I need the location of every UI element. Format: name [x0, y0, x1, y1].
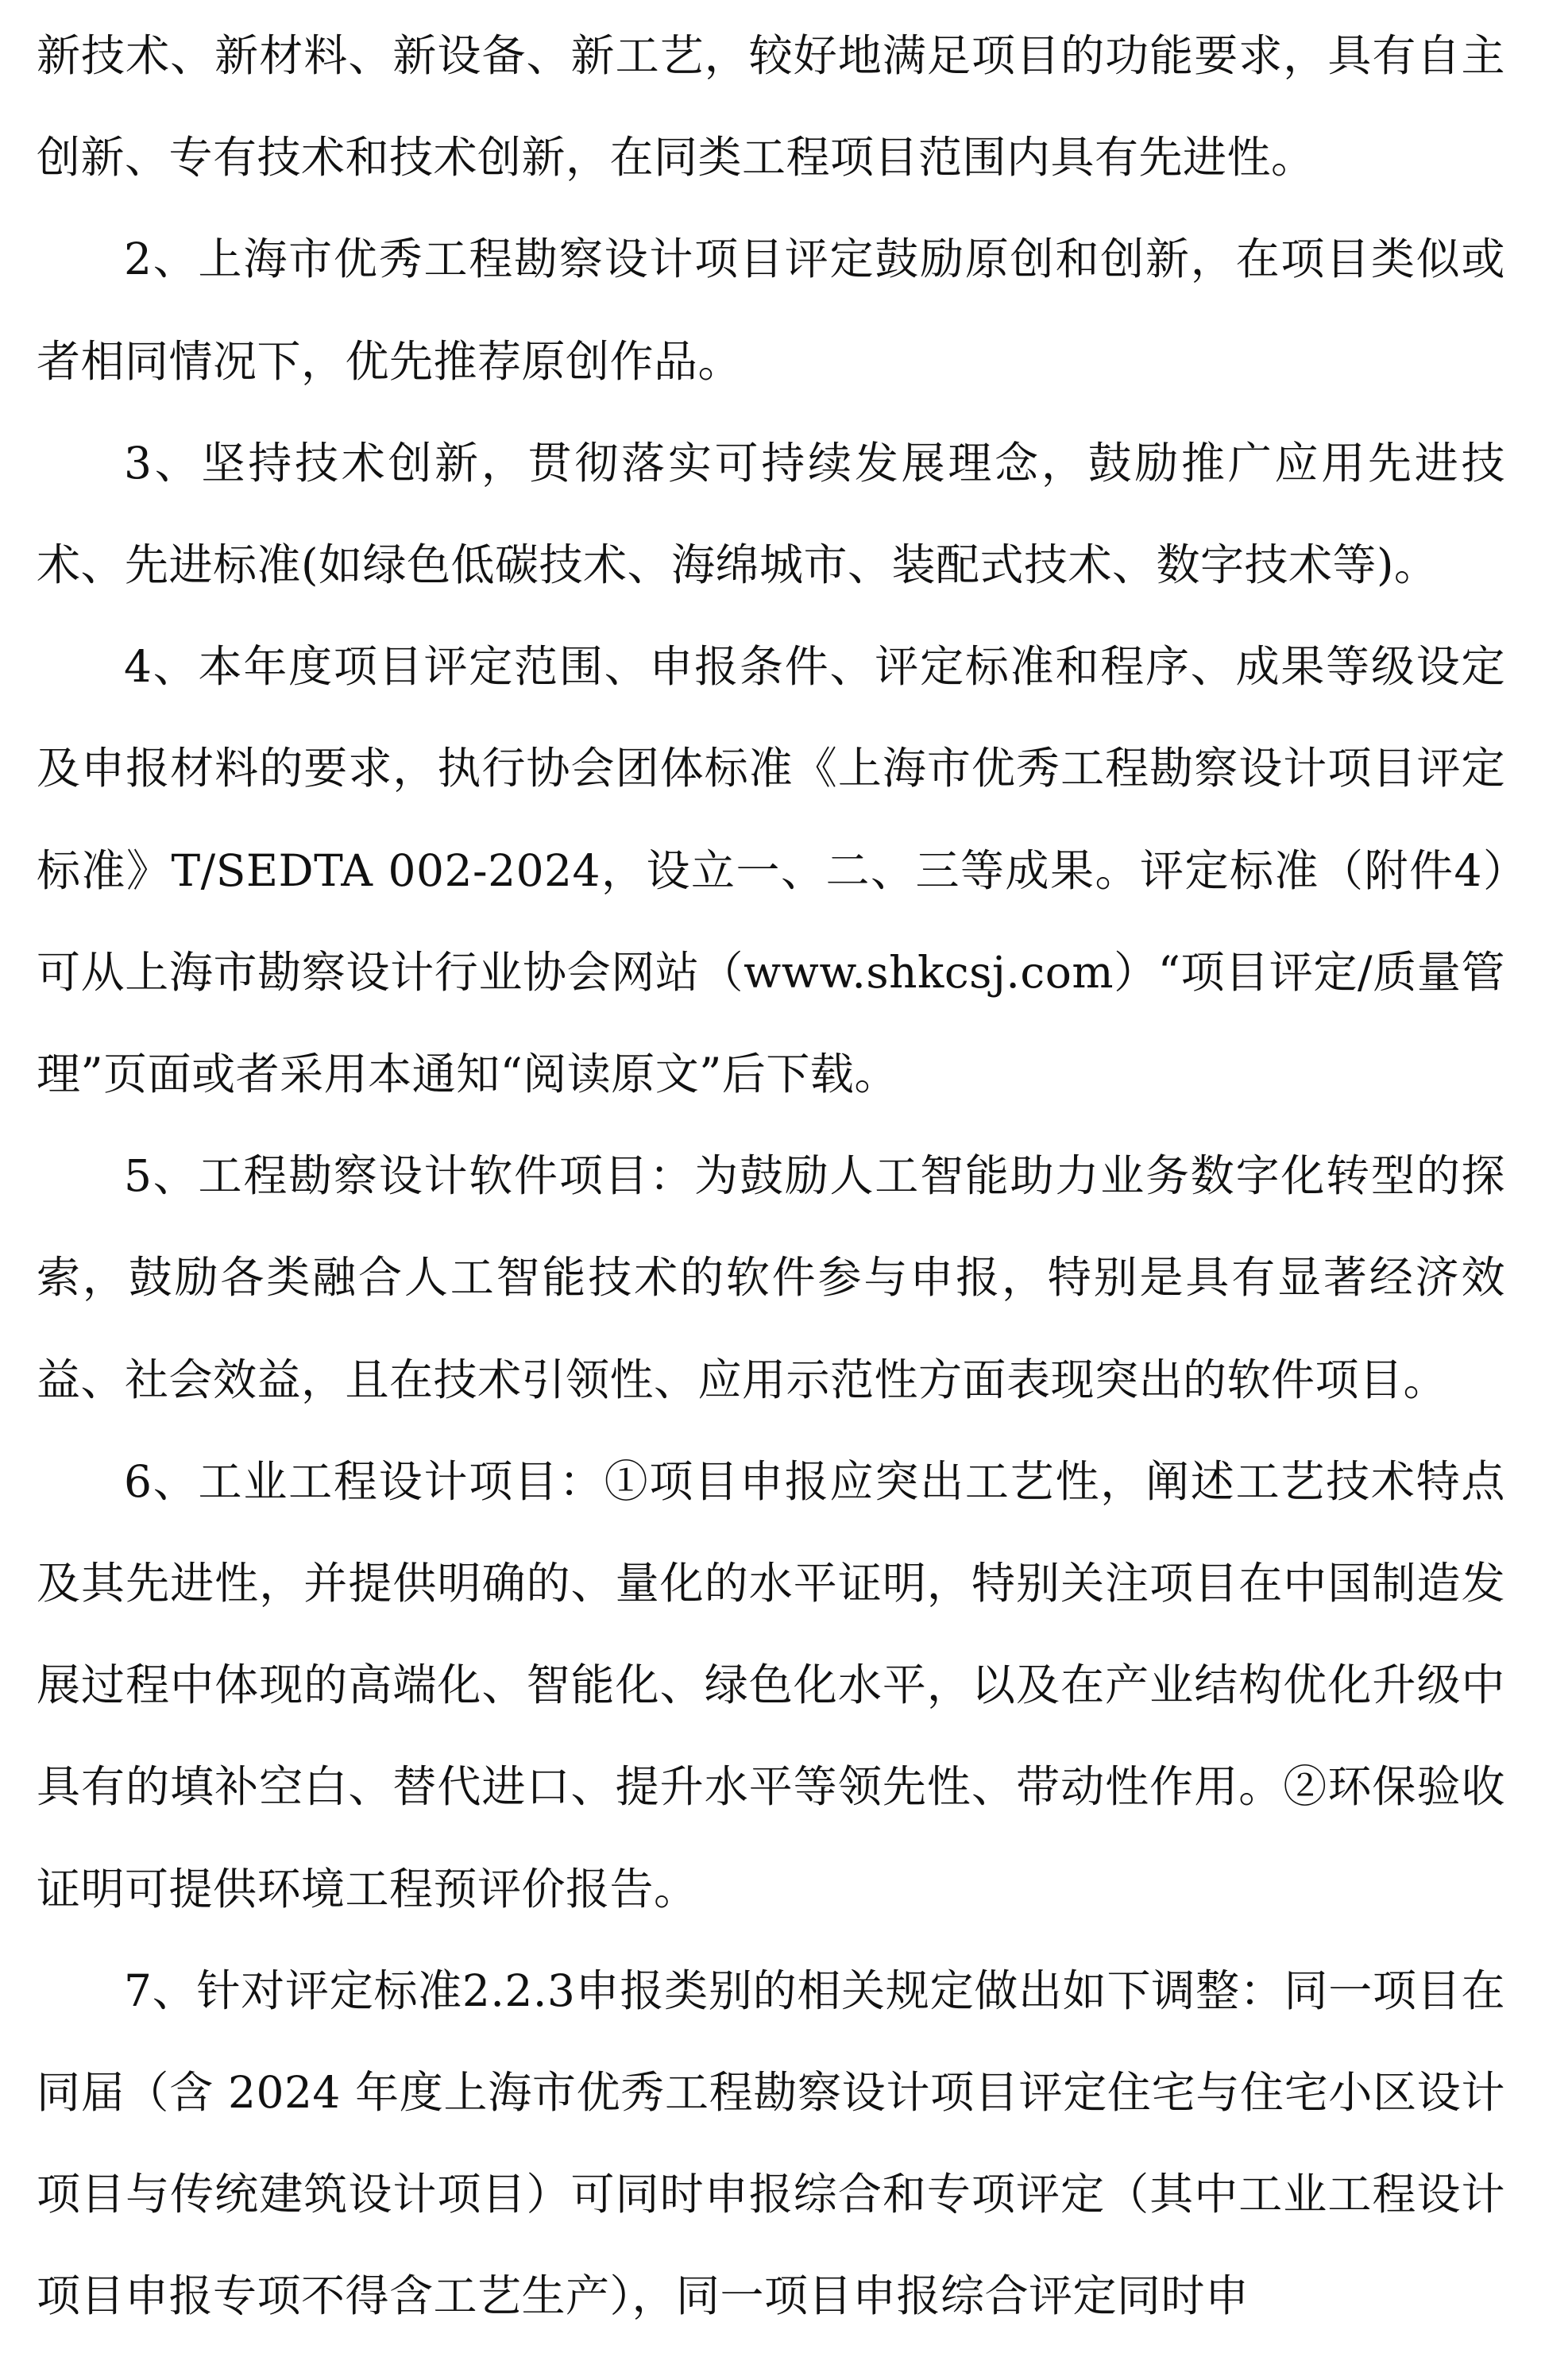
paragraph-item-2: 2、上海市优秀工程勘察设计项目评定鼓励原创和创新，在项目类似或者相同情况下，优先推荐原创作品。 [37, 234, 1505, 387]
paragraph-intro-continuation: 新技术、新材料、新设备、新工艺，较好地满足项目的功能要求，具有自主创新、专有技术和技术创新，在同类工程项目范围内具有先进性。 [37, 30, 1505, 184]
paragraph-item-5: 5、工程勘察设计软件项目：为鼓励人工智能助力业务数字化转型的探索，鼓励各类融合人工智能技术的软件参与申报，特别是具有显著经济效益、社会效益，且在技术引领性、应用示范性方面表现突出的软件项目。 [37, 1150, 1505, 1405]
paragraph-item-3: 3、坚持技术创新，贯彻落实可持续发展理念，鼓励推广应用先进技术、先进标准(如绿色低碳技术、海绵城市、装配式技术、数字技术等)。 [37, 437, 1505, 591]
paragraph-item-7: 7、针对评定标准2.2.3申报类别的相关规定做出如下调整：同一项目在同届（含 2024 年度上海市优秀工程勘察设计项目评定住宅与住宅小区设计项目与传统建筑设计项目）可同时申报综合和专项评定（其中工业工程设计项目申报专项不得含工艺生产），同一项目申报综合评定同时申 [37, 1965, 1505, 2322]
paragraph-item-4: 4、本年度项目评定范围、申报条件、评定标准和程序、成果等级设定及申报材料的要求，执行协会团体标准《上海市优秀工程勘察设计项目评定标准》T/SEDTA 002-2024，设立一、二、三等成果。评定标准（附件4）可从上海市勘察设计行业协会网站（www.shkcsj.com）“项目评定/质量管理”页面或者采用本通知“阅读原文”后下载。 [37, 641, 1505, 1100]
paragraph-item-6: 6、工业工程设计项目：①项目申报应突出工艺性，阐述工艺技术特点及其先进性，并提供明确的、量化的水平证明，特别关注项目在中国制造发展过程中体现的高端化、智能化、绿色化水平，以及在产业结构优化升级中具有的填补空白、替代进口、提升水平等领先性、带动性作用。②环保验收证明可提供环境工程预评价报告。 [37, 1455, 1505, 1914]
